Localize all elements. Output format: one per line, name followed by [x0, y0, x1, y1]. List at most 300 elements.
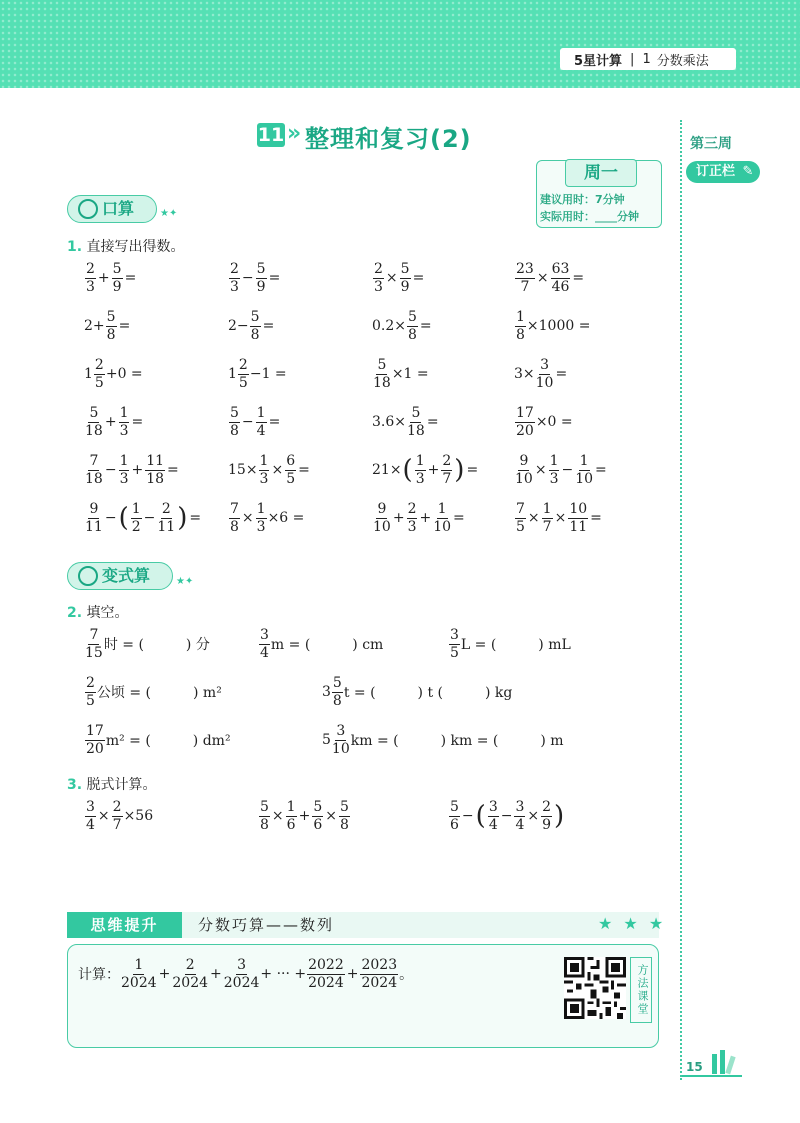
fraction	[441, 454, 452, 486]
fraction	[85, 454, 103, 486]
fraction	[157, 502, 175, 534]
denominator: 10	[433, 518, 452, 535]
numerator: 2	[407, 501, 417, 517]
denominator: 10	[535, 374, 554, 391]
math-text: km = ( ) km = ( ) m	[350, 733, 564, 750]
oral-problem	[514, 310, 590, 342]
fraction	[536, 358, 554, 390]
thinking-tag: 思维提升	[67, 912, 182, 938]
operator: =	[268, 414, 281, 431]
operator: +	[104, 414, 117, 431]
oral-problem	[84, 262, 137, 294]
operator: =	[268, 270, 281, 287]
denominator: 9	[400, 278, 410, 295]
denominator: 15	[85, 644, 103, 661]
fraction	[542, 502, 553, 534]
operator: +	[158, 966, 171, 983]
fraction	[85, 800, 96, 832]
numerator: 6	[286, 453, 296, 469]
numerator: 2023	[361, 957, 398, 973]
numerator: 2	[86, 261, 95, 277]
operator: =	[572, 270, 585, 287]
question-1-number: 1.	[67, 239, 83, 255]
operator: =	[466, 462, 479, 479]
fraction	[112, 800, 123, 832]
operator: =	[426, 414, 439, 431]
numerator: 3	[237, 957, 247, 973]
fraction	[106, 310, 117, 342]
denominator: 20	[516, 422, 534, 439]
numerator: 5	[89, 405, 99, 421]
book-spine-icon	[712, 1054, 717, 1074]
fraction	[229, 406, 240, 438]
numerator: 5	[400, 261, 410, 277]
step-calc-item	[258, 800, 351, 832]
denominator: 18	[85, 470, 103, 487]
bracket: )	[454, 455, 465, 486]
denominator: 3	[407, 518, 417, 535]
operator: +	[131, 462, 144, 479]
operator: −	[561, 462, 574, 479]
fraction	[360, 958, 398, 990]
numerator: 1	[131, 501, 141, 517]
operator: −	[143, 510, 156, 527]
oral-problem	[514, 406, 573, 438]
oral-problem	[514, 358, 568, 390]
denominator: 11	[85, 518, 103, 535]
math-text: m² = ( ) dm²	[105, 733, 231, 750]
operator: ×	[534, 462, 547, 479]
denominator: 8	[230, 518, 239, 535]
numerator: 1	[542, 501, 552, 517]
oral-problem	[228, 406, 281, 438]
math-text: 1	[228, 366, 237, 383]
denominator: 18	[407, 422, 425, 439]
numerator: 3	[450, 627, 459, 643]
oral-problem	[228, 310, 275, 342]
fraction	[259, 454, 270, 486]
step-calc-item	[84, 800, 153, 832]
denominator: 7	[442, 470, 452, 487]
denominator: 6	[286, 816, 296, 833]
fraction	[515, 406, 535, 438]
fraction	[250, 310, 261, 342]
numerator: 1	[256, 405, 266, 421]
operator: +	[298, 808, 311, 825]
fraction	[112, 262, 123, 294]
math-text: 1	[84, 366, 93, 383]
math-text: 21×	[372, 462, 402, 479]
fraction	[121, 958, 157, 990]
pencil-icon: ✎	[742, 164, 754, 179]
numerator: 2022	[308, 957, 344, 973]
math-text: ×1000 =	[526, 318, 591, 335]
operator: ×	[97, 808, 110, 825]
bracket: )	[554, 801, 565, 832]
denominator: 7	[542, 518, 552, 535]
numerator: 5	[256, 261, 266, 277]
operator: =	[262, 318, 275, 335]
numerator: 23	[516, 261, 534, 277]
numerator: 63	[551, 261, 570, 277]
oral-problem	[84, 358, 143, 390]
operator: =	[453, 510, 465, 527]
book-name: 5星计算	[574, 53, 623, 69]
bracket: )	[177, 503, 188, 534]
fraction	[515, 502, 526, 534]
denominator: 4	[256, 422, 266, 439]
numerator: 2	[94, 357, 104, 373]
denominator: 8	[516, 326, 525, 343]
step-calc-item	[448, 800, 565, 832]
fraction	[256, 262, 267, 294]
denominator: 3	[230, 278, 239, 295]
fraction	[85, 628, 103, 660]
numerator: 11	[146, 453, 165, 469]
question-2-title	[67, 602, 129, 622]
numerator: 1	[579, 453, 589, 469]
fill-blank-item	[322, 724, 564, 756]
denominator: 5	[450, 644, 459, 661]
fraction	[400, 262, 411, 294]
fraction	[85, 406, 103, 438]
math-text: ×6 =	[267, 510, 305, 527]
math-text: 时 = ( ) 分	[103, 637, 210, 654]
thinking-stars: ★ ★ ★	[598, 914, 667, 933]
oral-problem	[84, 310, 131, 342]
question-1-title	[67, 236, 185, 256]
fraction	[85, 676, 96, 708]
denominator: 6	[313, 816, 323, 833]
numerator: 7	[230, 501, 239, 517]
fraction	[541, 800, 552, 832]
fraction	[256, 406, 267, 438]
method-class-label: 方法课堂	[630, 957, 652, 1023]
denominator: 8	[260, 816, 269, 833]
section-oral-label: 口算	[102, 199, 135, 218]
numerator: 5	[106, 309, 116, 325]
numerator: 5	[112, 261, 122, 277]
fill-blank-item	[448, 628, 571, 660]
numerator: 17	[516, 405, 534, 421]
oral-problem	[84, 454, 180, 486]
math-text: t = ( ) t ( ) kg	[343, 685, 513, 702]
math-text: ×1 =	[391, 366, 429, 383]
operator: ×	[271, 808, 284, 825]
fraction	[172, 958, 208, 990]
denominator: 3	[86, 278, 95, 295]
numerator: 5	[332, 675, 342, 691]
star-icon: ★✦	[176, 576, 194, 587]
fraction	[549, 454, 560, 486]
operator: ×	[325, 808, 337, 825]
thinking-subtitle: 分数巧算——数列	[198, 916, 335, 934]
separator: |	[630, 51, 635, 67]
numerator: 5	[260, 799, 269, 815]
fraction	[119, 454, 130, 486]
question-3-title	[67, 774, 157, 794]
denominator: 3	[119, 470, 129, 487]
day-label: 周一	[565, 159, 637, 187]
numerator: 5	[408, 309, 417, 325]
fraction	[433, 502, 451, 534]
numerator: 2	[542, 799, 552, 815]
fraction	[488, 800, 499, 832]
math-text: 0.2×	[372, 318, 406, 335]
numerator: 1	[256, 501, 266, 517]
fraction	[307, 958, 345, 990]
oral-problem	[372, 310, 433, 342]
denominator: 9	[256, 278, 266, 295]
numerator: 3	[515, 799, 525, 815]
numerator: 1	[119, 453, 129, 469]
denominator: 2024	[121, 974, 157, 991]
question-2-text: 填空。	[86, 605, 129, 621]
numerator: 3	[336, 723, 346, 739]
numerator: 3	[488, 799, 498, 815]
fraction	[332, 676, 343, 708]
oral-problem	[372, 454, 479, 486]
fraction	[286, 800, 297, 832]
fraction	[515, 454, 533, 486]
fraction	[407, 310, 418, 342]
numerator: 1	[134, 957, 144, 973]
operator: =	[124, 270, 137, 287]
oral-problem	[84, 406, 144, 438]
operator: =	[131, 414, 144, 431]
numerator: 2	[238, 357, 248, 373]
unit-name: 分数乘法	[656, 53, 709, 69]
operator: +	[210, 966, 222, 983]
math-text: + ··· +	[260, 966, 307, 983]
operator: −	[461, 808, 474, 825]
qr-code-icon[interactable]	[564, 957, 626, 1019]
fill-blank-item	[84, 628, 210, 660]
operator: =	[118, 318, 131, 335]
denominator: 20	[86, 740, 104, 757]
denominator: 5	[516, 518, 525, 535]
actual-time: 实际用时：____分钟	[540, 210, 639, 223]
denominator: 3	[549, 470, 559, 487]
denominator: 18	[85, 422, 103, 439]
fill-blank-item	[84, 676, 222, 708]
numerator: 5	[411, 405, 421, 421]
operator: ×	[536, 270, 549, 287]
math-text: 3	[322, 684, 331, 701]
page-underline	[682, 1075, 742, 1077]
fraction	[332, 724, 350, 756]
denominator: 5	[238, 374, 248, 391]
fraction	[312, 800, 323, 832]
header-band	[0, 0, 800, 88]
fraction	[568, 502, 588, 534]
operator: ×	[527, 510, 540, 527]
operator: =	[298, 462, 310, 479]
operator: ×	[385, 270, 398, 287]
operator: +	[427, 462, 440, 479]
oral-problem	[228, 454, 311, 486]
oral-problem	[514, 454, 608, 486]
numerator: 9	[377, 501, 387, 517]
numerator: 1	[415, 453, 425, 469]
math-text: ×56	[123, 808, 154, 825]
operator: +	[346, 966, 359, 983]
book-spine-icon	[725, 1056, 735, 1075]
question-3-number: 3.	[67, 777, 83, 793]
clock-icon	[78, 199, 98, 219]
numerator: 2	[112, 799, 122, 815]
question-1-text: 直接写出得数。	[86, 239, 185, 255]
denominator: 10	[331, 740, 350, 757]
denominator: 3	[256, 518, 266, 535]
fraction	[373, 502, 391, 534]
denominator: 4	[260, 644, 269, 661]
fraction	[259, 628, 270, 660]
numerator: 5	[377, 357, 387, 373]
denominator: 5	[94, 374, 104, 391]
star-icon: ★✦	[160, 208, 178, 219]
numerator: 2	[442, 453, 452, 469]
target-icon	[78, 566, 98, 586]
numerator: 1	[286, 799, 296, 815]
operator: −	[104, 462, 117, 479]
operator: −	[500, 808, 513, 825]
numerator: 5	[313, 799, 323, 815]
bracket: (	[402, 455, 413, 486]
operator: +	[97, 270, 110, 287]
oral-problem	[514, 262, 585, 294]
fraction	[339, 800, 350, 832]
denominator: 6	[450, 816, 459, 833]
denominator: 2	[131, 518, 141, 535]
denominator: 2024	[361, 974, 398, 991]
fraction	[94, 358, 105, 390]
fill-blank-item	[84, 724, 231, 756]
oral-problem	[84, 502, 202, 534]
bracket: (	[475, 801, 486, 832]
unit-number: 1	[642, 51, 651, 67]
operator: =	[189, 510, 202, 527]
denominator: 7	[112, 816, 122, 833]
numerator: 7	[89, 453, 99, 469]
page-number: 15	[686, 1060, 703, 1074]
denominator: 4	[488, 816, 498, 833]
fraction	[145, 454, 165, 486]
numerator: 7	[516, 501, 525, 517]
lesson-number: 11	[257, 124, 285, 146]
denominator: 9	[542, 816, 552, 833]
oral-problem	[228, 358, 287, 390]
numerator: 3	[540, 357, 550, 373]
math-text: 计算：	[78, 967, 120, 984]
denominator: 18	[146, 470, 165, 487]
denominator: 3	[119, 422, 129, 439]
header-book-tag	[560, 48, 736, 70]
numerator: 2	[86, 675, 95, 691]
book-spine-icon	[720, 1050, 725, 1074]
math-text: 15×	[228, 462, 258, 479]
denominator: 8	[332, 692, 342, 709]
revision-divider	[680, 120, 682, 1080]
operator: ×	[241, 510, 254, 527]
denominator: 8	[230, 422, 239, 439]
fraction	[373, 262, 384, 294]
section-variant-label: 变式算	[102, 566, 151, 585]
fraction	[85, 262, 96, 294]
operator: −	[104, 510, 117, 527]
denominator: 3	[415, 470, 425, 487]
numerator: 5	[450, 799, 459, 815]
fraction	[407, 406, 425, 438]
fraction	[514, 800, 525, 832]
operator: ×	[554, 510, 567, 527]
math-text: 2+	[84, 318, 105, 335]
oral-problem	[372, 502, 466, 534]
math-text: ×0 =	[535, 414, 573, 431]
numerator: 3	[260, 627, 269, 643]
operator: +	[419, 510, 432, 527]
fraction	[224, 958, 260, 990]
numerator: 1	[259, 453, 269, 469]
denominator: 8	[250, 326, 260, 343]
math-text: L = ( ) mL	[460, 637, 571, 654]
operator: =	[419, 318, 432, 335]
fraction	[259, 800, 270, 832]
denominator: 9	[112, 278, 122, 295]
numerator: 1	[119, 405, 129, 421]
math-text: 5	[322, 732, 331, 749]
operator: =	[555, 366, 568, 383]
operator: =	[167, 462, 179, 479]
denominator: 4	[86, 816, 95, 833]
oral-problem	[514, 502, 603, 534]
fill-blank-item	[322, 676, 512, 708]
numerator: 1	[516, 309, 525, 325]
fraction	[449, 800, 460, 832]
fraction	[407, 502, 418, 534]
operator: =	[412, 270, 425, 287]
numerator: 2	[230, 261, 239, 277]
fraction	[229, 262, 240, 294]
numerator: 2	[185, 957, 195, 973]
fraction	[238, 358, 249, 390]
math-text: 2−	[228, 318, 249, 335]
operator: −	[241, 414, 254, 431]
denominator: 3	[259, 470, 269, 487]
denominator: 2024	[223, 974, 260, 991]
fraction	[415, 454, 426, 486]
math-text: 公顷 = ( ) m²	[96, 685, 222, 702]
denominator: 7	[520, 278, 530, 295]
question-3-text: 脱式计算。	[86, 777, 157, 793]
numerator: 9	[519, 453, 529, 469]
numerator: 1	[437, 501, 447, 517]
denominator: 11	[569, 518, 588, 535]
fraction	[285, 454, 296, 486]
thinking-problem	[78, 958, 413, 990]
fraction	[575, 454, 593, 486]
numerator: 17	[86, 723, 104, 739]
numerator: 5	[230, 405, 239, 421]
operator: −	[241, 270, 254, 287]
denominator: 10	[373, 518, 391, 535]
operator: =	[590, 510, 602, 527]
numerator: 9	[89, 501, 99, 517]
fraction	[256, 502, 267, 534]
fraction	[131, 502, 142, 534]
numerator: 1	[549, 453, 559, 469]
operator: +	[392, 510, 405, 527]
